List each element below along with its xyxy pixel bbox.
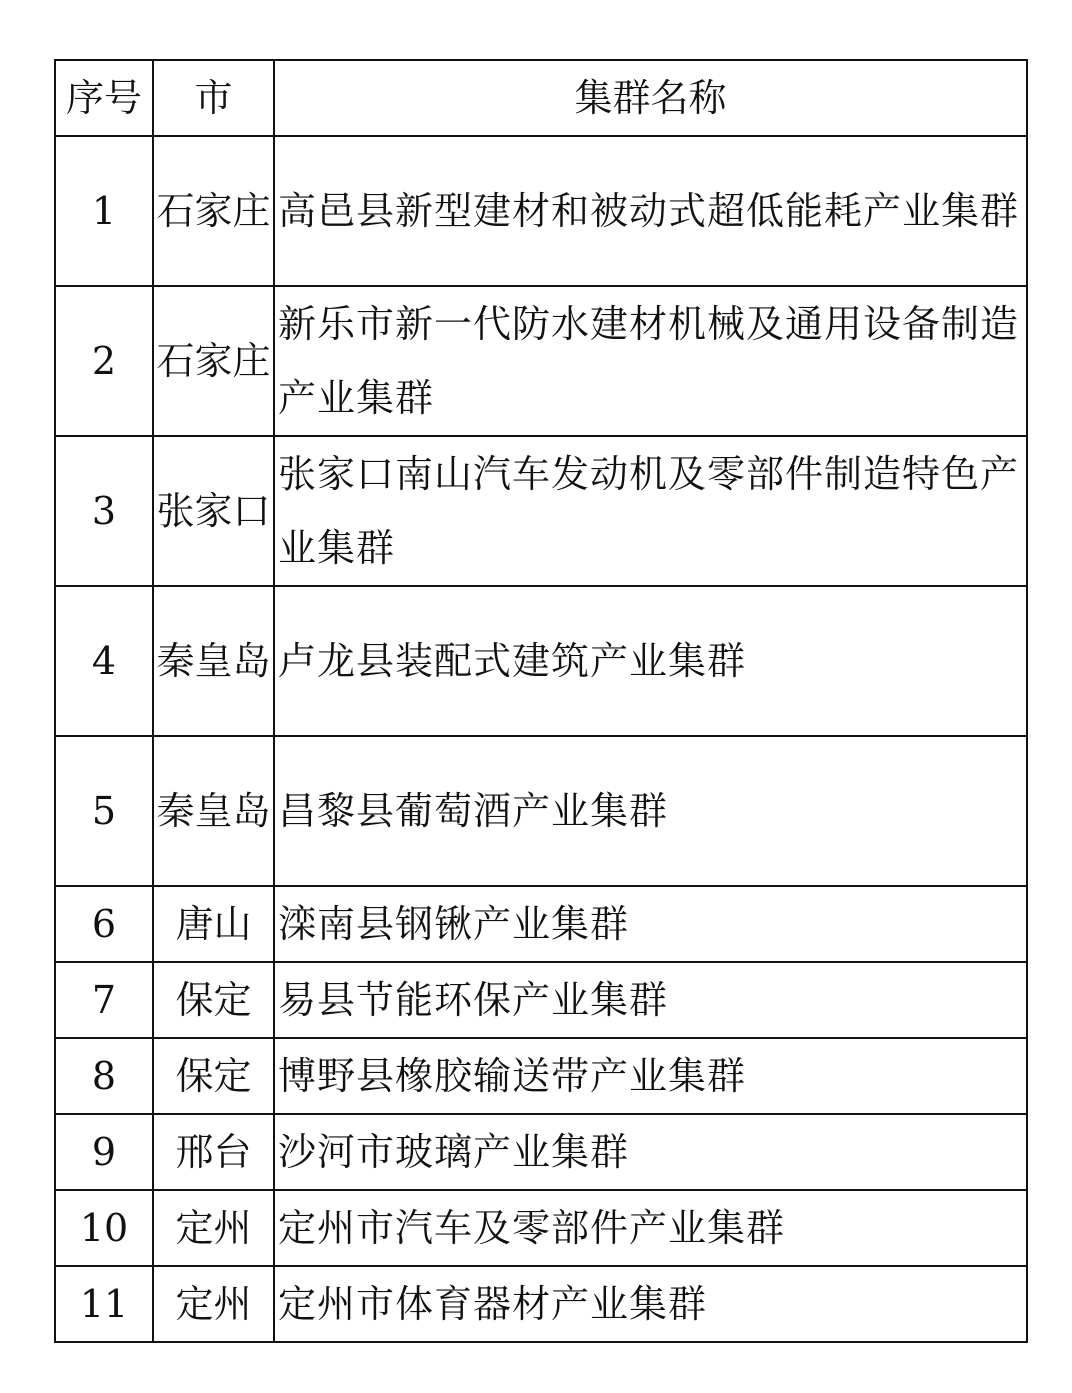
row-city: 定州 bbox=[153, 1190, 274, 1266]
row-city: 定州 bbox=[153, 1266, 274, 1342]
table-row bbox=[55, 1190, 1027, 1266]
row-index: 1 bbox=[55, 136, 153, 286]
header-city: 市 bbox=[153, 60, 274, 136]
row-index: 9 bbox=[55, 1114, 153, 1190]
row-cluster-name: 滦南县钢锹产业集群 bbox=[274, 886, 1027, 962]
row-cluster-name: 易县节能环保产业集群 bbox=[274, 962, 1027, 1038]
row-cluster-name: 沙河市玻璃产业集群 bbox=[274, 1114, 1027, 1190]
row-cluster-name: 卢龙县装配式建筑产业集群 bbox=[274, 586, 1027, 736]
row-cluster-name: 高邑县新型建材和被动式超低能耗产业集群 bbox=[274, 136, 1027, 286]
row-city: 秦皇岛 bbox=[153, 736, 274, 886]
table-row bbox=[55, 136, 1027, 286]
row-index: 4 bbox=[55, 586, 153, 736]
table-row bbox=[55, 586, 1027, 736]
table-row bbox=[55, 736, 1027, 886]
table-header bbox=[55, 60, 1027, 136]
row-cluster-name: 新乐市新一代防水建材机械及通用设备制造产业集群 bbox=[274, 286, 1027, 436]
row-index: 2 bbox=[55, 286, 153, 436]
table-row bbox=[55, 962, 1027, 1038]
row-city: 秦皇岛 bbox=[153, 586, 274, 736]
row-city: 石家庄 bbox=[153, 286, 274, 436]
table-row bbox=[55, 1114, 1027, 1190]
row-city: 石家庄 bbox=[153, 136, 274, 286]
row-cluster-name: 张家口南山汽车发动机及零部件制造特色产业集群 bbox=[274, 436, 1027, 586]
row-index: 6 bbox=[55, 886, 153, 962]
row-index: 7 bbox=[55, 962, 153, 1038]
row-city: 保定 bbox=[153, 1038, 274, 1114]
row-city: 保定 bbox=[153, 962, 274, 1038]
table-row bbox=[55, 286, 1027, 436]
row-city: 邢台 bbox=[153, 1114, 274, 1190]
table-row bbox=[55, 886, 1027, 962]
row-index: 3 bbox=[55, 436, 153, 586]
row-cluster-name: 定州市汽车及零部件产业集群 bbox=[274, 1190, 1027, 1266]
row-index: 11 bbox=[55, 1266, 153, 1342]
table-row bbox=[55, 1266, 1027, 1342]
row-city: 张家口 bbox=[153, 436, 274, 586]
header-cluster-name: 集群名称 bbox=[274, 60, 1027, 136]
table-row bbox=[55, 436, 1027, 586]
row-index: 5 bbox=[55, 736, 153, 886]
row-index: 8 bbox=[55, 1038, 153, 1114]
row-index: 10 bbox=[55, 1190, 153, 1266]
row-cluster-name: 博野县橡胶输送带产业集群 bbox=[274, 1038, 1027, 1114]
industry-cluster-table bbox=[54, 59, 1028, 1343]
table-row bbox=[55, 1038, 1027, 1114]
header-index: 序号 bbox=[55, 60, 153, 136]
row-cluster-name: 定州市体育器材产业集群 bbox=[274, 1266, 1027, 1342]
row-cluster-name: 昌黎县葡萄酒产业集群 bbox=[274, 736, 1027, 886]
row-city: 唐山 bbox=[153, 886, 274, 962]
